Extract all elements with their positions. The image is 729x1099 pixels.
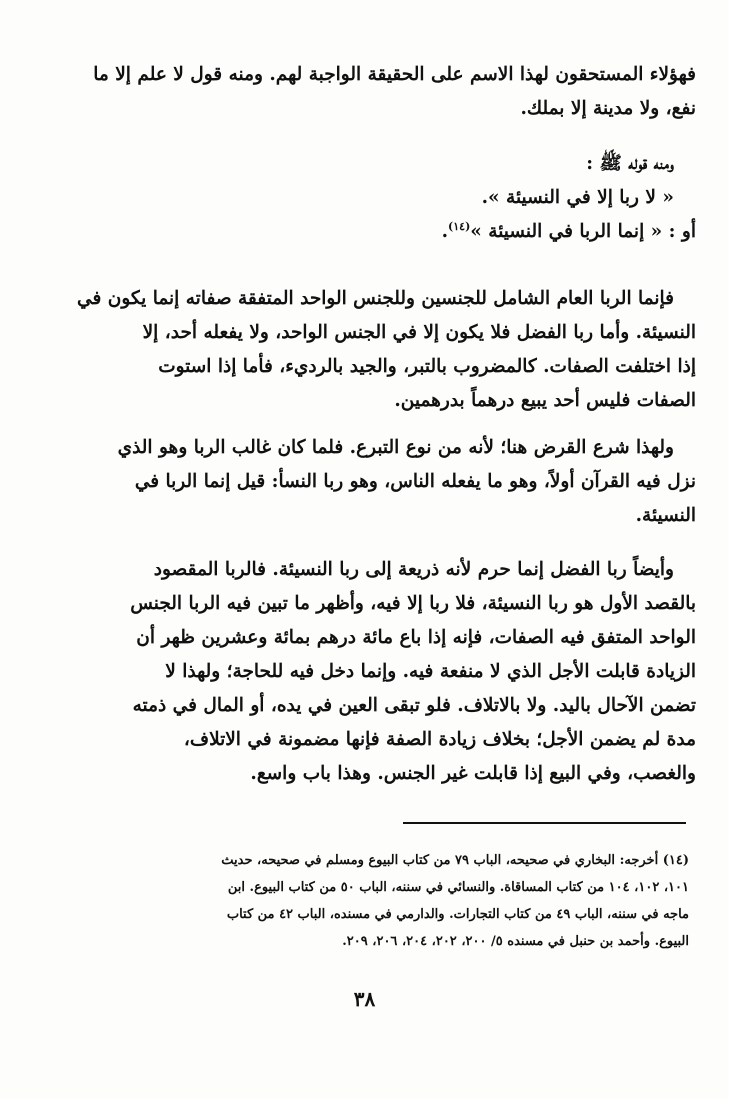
intro-block <box>86 58 696 126</box>
paragraph-line: بالقصد الأول هو ربا النسيئة، فلا ربا إلا فيه، وأظهر ما تبين فيه الربا الجنس <box>130 593 696 614</box>
paragraph-line: ولهذا شرع القرض هنا؛ لأنه من نوع التبرع. فلما كان غالب الربا وهو الذي <box>117 437 674 458</box>
paragraph-line: الصفات فليس أحد يبيع درهماً بدرهمين. <box>394 390 696 411</box>
hadith-intro: ومنه قوله ﷺ : <box>586 153 674 174</box>
footnote-line: ١٠١، ١٠٢، ١٠٤ من كتاب المساقاة. والنسائي في سننه، الباب ٥٠ من كتاب البيوع. ابن <box>227 880 689 895</box>
page-number: ٣٨ <box>353 987 376 1011</box>
paragraph-line: الواحد المتفق فيه الصفات، فإنه إذا باع مائة درهم بمائة وعشرين ظهر أن <box>136 627 696 648</box>
paragraph-line: إذا اختلفت الصفات. كالمضروب بالتبر، والجيد بالرديء، فأما إذا استوت <box>158 356 696 377</box>
footnote-line: ماجه في سننه، الباب ٤٩ من كتاب التجارات. والدارمي في مسنده، الباب ٤٢ من كتاب <box>226 907 689 922</box>
footnote-block <box>84 847 689 955</box>
hadith-text-2-end: . <box>441 221 449 242</box>
paragraph-1 <box>77 282 696 418</box>
footnote-reference: (١٤) <box>448 219 471 233</box>
paragraph-line: تضمن الآحال باليد. ولا بالاتلاف. فلو تبقى العين في يده، أو المال في ذمته <box>132 695 696 716</box>
hadith-text-2-main: أو : « إنما الربا في النسيئة » <box>470 221 696 242</box>
intro-line-2: نفع، ولا مدينة إلا بملك. <box>520 98 696 119</box>
footnote-line: (١٤) أخرجه: البخاري في صحيحه، الباب ٧٩ من كتاب البيوع ومسلم في صحيحه، حديث <box>221 853 689 868</box>
paragraph-3 <box>86 553 696 791</box>
hadith-text-2 <box>86 215 696 249</box>
hadith-block <box>86 147 696 249</box>
paragraph-line: نزل فيه القرآن أولاً، وهو ما يفعله الناس، وهو ربا النسأ: قيل إنما الربا في <box>134 471 696 492</box>
paragraph-line: النسيئة. وأما ربا الفضل فلا يكون إلا في الجنس الواحد، ولا يفعله أحد، إلا <box>142 322 696 343</box>
paragraph-line: الزيادة قابلت الأجل الذي لا منفعة فيه. وإنما دخل فيه للحاجة؛ ولهذا لا <box>165 661 696 682</box>
footnote-separator <box>403 822 686 824</box>
hadith-text-1: « لا ربا إلا في النسيئة ». <box>481 187 674 208</box>
paragraph-line: مدة لم يضمن الأجل؛ بخلاف زيادة الصفة فإنها مضمونة في الاتلاف، <box>183 729 696 750</box>
intro-line-1: فهؤلاء المستحقون لهذا الاسم على الحقيقة الواجبة لهم. ومنه قول لا علم إلا ما <box>93 64 696 85</box>
paragraph-2 <box>86 431 696 533</box>
paragraph-line: وأيضاً ربا الفضل إنما حرم لأنه ذريعة إلى ربا النسيئة. فالربا المقصود <box>153 559 674 580</box>
paragraph-line: والغصب، وفي البيع إذا قابلت غير الجنس. وهذا باب واسع. <box>250 763 696 784</box>
footnote-line: البيوع. وأحمد بن حنبل في مسنده ٥/ ٢٠٠، ٢٠٢، ٢٠٤، ٢٠٦، ٢٠٩. <box>342 934 689 949</box>
paragraph-line: فإنما الربا العام الشامل للجنسين وللجنس الواحد المتفقة صفاته إنما يكون في <box>77 288 674 309</box>
paragraph-line: النسيئة. <box>635 505 696 526</box>
